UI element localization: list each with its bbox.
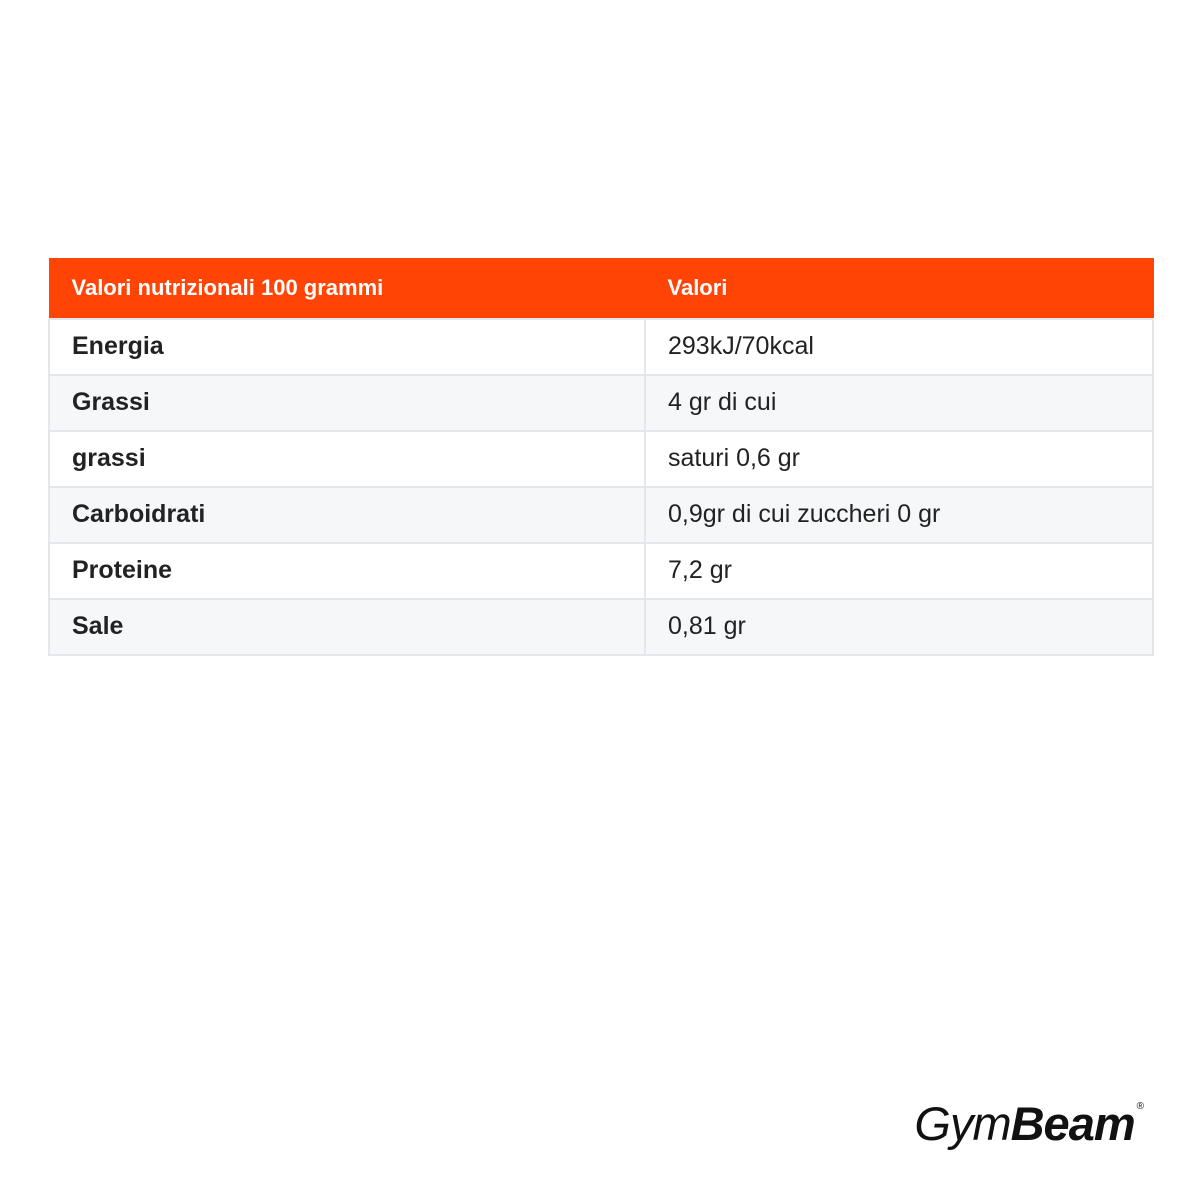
nutrient-value: 0,9gr di cui zuccheri 0 gr — [645, 487, 1153, 543]
nutrition-table — [48, 258, 1154, 656]
table-row — [49, 543, 1153, 599]
table-row — [49, 599, 1153, 655]
nutrient-value: 0,81 gr — [645, 599, 1153, 655]
nutrient-label: Sale — [49, 599, 645, 655]
registered-mark: ® — [1136, 1101, 1144, 1112]
nutrient-value: 4 gr di cui — [645, 375, 1153, 431]
nutrient-label: Energia — [49, 319, 645, 375]
gymbeam-logo — [914, 1098, 1144, 1158]
nutrient-value: 7,2 gr — [645, 543, 1153, 599]
column-header-value: Valori — [645, 259, 1153, 319]
logo-text-beam: Beam — [1010, 1097, 1135, 1150]
nutrient-value: saturi 0,6 gr — [645, 431, 1153, 487]
table-row — [49, 319, 1153, 375]
column-header-nutrient: Valori nutrizionali 100 grammi — [49, 259, 645, 319]
nutrient-label: grassi — [49, 431, 645, 487]
table-row — [49, 375, 1153, 431]
nutrient-value: 293kJ/70kcal — [645, 319, 1153, 375]
nutrient-label: Grassi — [49, 375, 645, 431]
table-row — [49, 487, 1153, 543]
nutrient-label: Proteine — [49, 543, 645, 599]
nutrient-label: Carboidrati — [49, 487, 645, 543]
table-header-row — [49, 259, 1153, 319]
table-row — [49, 431, 1153, 487]
logo-text-gym: Gym — [914, 1097, 1011, 1150]
